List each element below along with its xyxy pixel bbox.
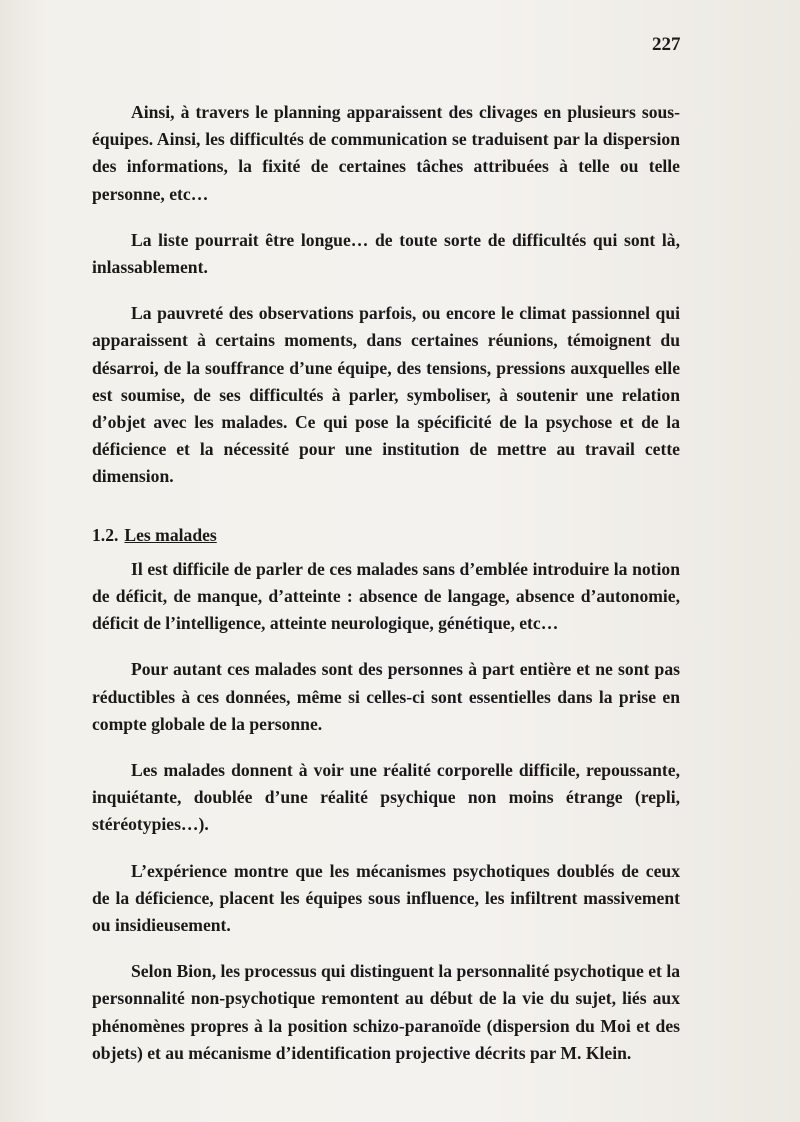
paragraph: Les malades donnent à voir une réalité corporelle difficile, repoussante, inquiétante, doublée d’une réalité psychique non moins étrange (repli, stéréotypies…). — [92, 760, 680, 835]
paragraph: Ainsi, à travers le planning apparaissent des clivages en plusieurs sous-équipes. Ainsi, les difficultés de communication se traduisent par la dispersion des informations, la fixité de certaines tâches attribuées à telle ou telle personne, etc… — [92, 102, 680, 204]
paragraph: Selon Bion, les processus qui distinguent la personnalité psychotique et la personnalité non-psychotique remontent au début de la vie du sujet, liés aux phénomènes propres à la position schizo-paranoïde (dispersion du Moi et des objets) et au mécanisme d’identification projective décrits par M. Klein. — [92, 961, 680, 1063]
section-heading — [92, 522, 680, 549]
paragraph: La pauvreté des observations parfois, ou encore le climat passionnel qui apparaissent à certains moments, dans certaines réunions, témoignent du désarroi, de la souffrance d’une équipe, des tensions, pressions auxquelles elle est soumise, de ses difficultés à parler, symboliser, à soutenir une relation d’objet avec les malades. Ce qui pose la spécificité de la psychose et de la déficience et la nécessité pour une institution de mettre au travail cette dimension. — [92, 303, 680, 487]
paragraph: L’expérience montre que les mécanismes psychotiques doublés de ceux de la déficience, placent les équipes sous influence, les infiltrent massivement ou insidieusement. — [92, 860, 680, 936]
paragraph: Pour autant ces malades sont des personnes à part entière et ne sont pas réductibles à ces données, même si celles-ci sont essentielles dans la prise en compte globale de la personne. — [92, 659, 680, 734]
page-number: 227 — [652, 34, 681, 55]
body-text — [92, 99, 680, 1086]
paragraph: La liste pourrait être longue… de toute sorte de difficultés qui sont là, inlassablement. — [92, 229, 680, 278]
section-title: Les malades — [124, 524, 217, 545]
section-number: 1.2. — [92, 524, 119, 545]
paragraph: Il est difficile de parler de ces malades sans d’emblée introduire la notion de déficit, de manque, d’atteinte : absence de langage, absence d’autonomie, déficit de l’intelligence, atteinte neurologique, génétique, etc… — [92, 558, 680, 634]
